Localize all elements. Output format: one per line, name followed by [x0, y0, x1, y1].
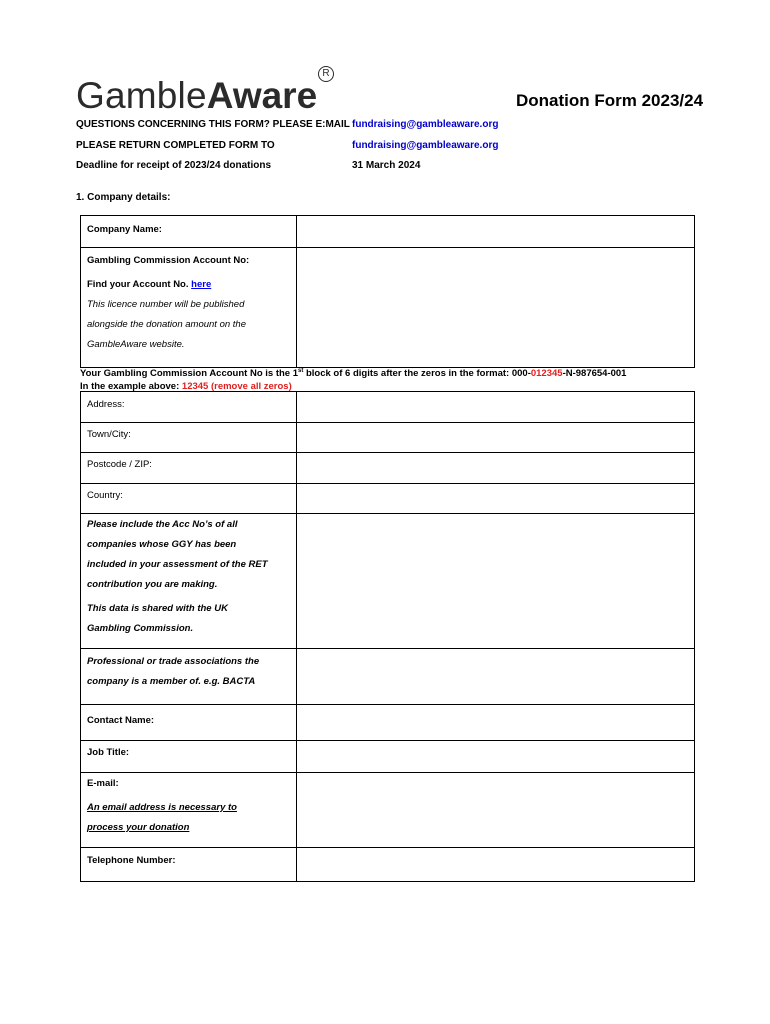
company-name-field[interactable]: [297, 216, 695, 248]
note-example-prefix: In the example above:: [80, 381, 182, 393]
job-title-field[interactable]: [297, 741, 695, 773]
questions-label: QUESTIONS CONCERNING THIS FORM? PLEASE E:MAIL: [76, 119, 350, 130]
row-trade-associations: [81, 649, 695, 705]
note-text-1: Your Gambling Commission Account No is the 1: [80, 368, 298, 380]
acc-note-line-5: This data is shared with the UK: [87, 603, 228, 614]
row-postcode: [81, 453, 695, 484]
postcode-field[interactable]: [297, 453, 695, 484]
licence-note-line-1: This licence number will be published: [87, 299, 245, 310]
return-label: PLEASE RETURN COMPLETED FORM TO: [76, 140, 275, 151]
deadline-label: Deadline for receipt of 2023/24 donations: [76, 160, 272, 171]
address-field[interactable]: [297, 392, 695, 423]
return-email-link[interactable]: fundraising@gambleaware.org: [352, 140, 499, 151]
trade-associations-field[interactable]: [297, 649, 695, 705]
row-telephone: [81, 848, 695, 882]
telephone-label: Telephone Number:: [87, 855, 176, 866]
country-field[interactable]: [297, 484, 695, 514]
licence-note-line-2: alongside the donation amount on the: [87, 319, 246, 330]
row-town: [81, 423, 695, 453]
account-number-note: [80, 365, 626, 393]
town-field[interactable]: [297, 423, 695, 453]
town-label: Town/City:: [87, 429, 131, 440]
contact-name-label: Contact Name:: [87, 715, 155, 726]
questions-email-link[interactable]: fundraising@gambleaware.org: [352, 119, 499, 130]
company-name-label: Company Name:: [87, 224, 162, 235]
logo-text-bold: Aware: [206, 75, 318, 116]
acc-note-line-4: contribution you are making.: [87, 579, 218, 590]
deadline-value: 31 March 2024: [352, 160, 421, 171]
row-email: [81, 773, 695, 848]
section-company-details: 1. Company details:: [76, 192, 171, 203]
row-address: [81, 392, 695, 423]
registered-mark: R: [318, 66, 334, 82]
note-example-red: 12345 (remove all zeros): [181, 381, 292, 393]
form-title: Donation Form 2023/24: [516, 91, 704, 110]
postcode-label: Postcode / ZIP:: [87, 459, 152, 470]
acc-note-line-3: included in your assessment of the RET: [87, 559, 268, 570]
licence-note-line-3: GambleAware website.: [87, 339, 185, 350]
row-country: [81, 484, 695, 514]
acc-note-line-1: Please include the Acc No’s of all: [87, 519, 238, 530]
account-numbers-field[interactable]: [297, 514, 695, 649]
row-account-numbers: [81, 514, 695, 649]
acc-note-line-2: companies whose GGY has been: [87, 539, 237, 550]
note-text-3: -N-987654-001: [562, 368, 627, 380]
find-account-here-link[interactable]: here: [191, 279, 212, 290]
row-job-title: [81, 741, 695, 773]
country-label: Country:: [87, 490, 123, 501]
logo-text-light: Gamble: [76, 75, 207, 116]
row-contact-name: [81, 705, 695, 741]
assoc-line-1: Professional or trade associations the: [87, 656, 260, 667]
account-no-field[interactable]: [297, 248, 695, 368]
note-red-digits: 012345: [530, 368, 563, 380]
find-account-line: [87, 275, 290, 295]
email-note-line-2: process your donation: [87, 822, 190, 833]
address-label: Address:: [87, 399, 125, 410]
account-note-line-1: [80, 365, 626, 380]
note-text-2: block of 6 digits after the zeros in the format: 000-: [303, 368, 531, 380]
acc-note-line-6: Gambling Commission.: [87, 623, 194, 634]
gambleaware-logo: [76, 74, 317, 118]
email-label: E-mail:: [87, 778, 119, 789]
assoc-line-2: company is a member of. e.g. BACTA: [87, 676, 256, 687]
find-account-text: Find your Account No.: [87, 279, 192, 290]
row-company-name: [81, 216, 695, 248]
email-note-line-1: An email address is necessary to: [87, 802, 237, 813]
note-sup: st: [298, 368, 304, 374]
telephone-field[interactable]: [297, 848, 695, 882]
company-details-table-2: [80, 391, 695, 882]
email-field[interactable]: [297, 773, 695, 848]
job-title-label: Job Title:: [87, 747, 130, 758]
company-details-table-1: [80, 215, 695, 368]
contact-name-field[interactable]: [297, 705, 695, 741]
row-account-no: [81, 248, 695, 368]
account-no-label: Gambling Commission Account No:: [87, 255, 250, 266]
